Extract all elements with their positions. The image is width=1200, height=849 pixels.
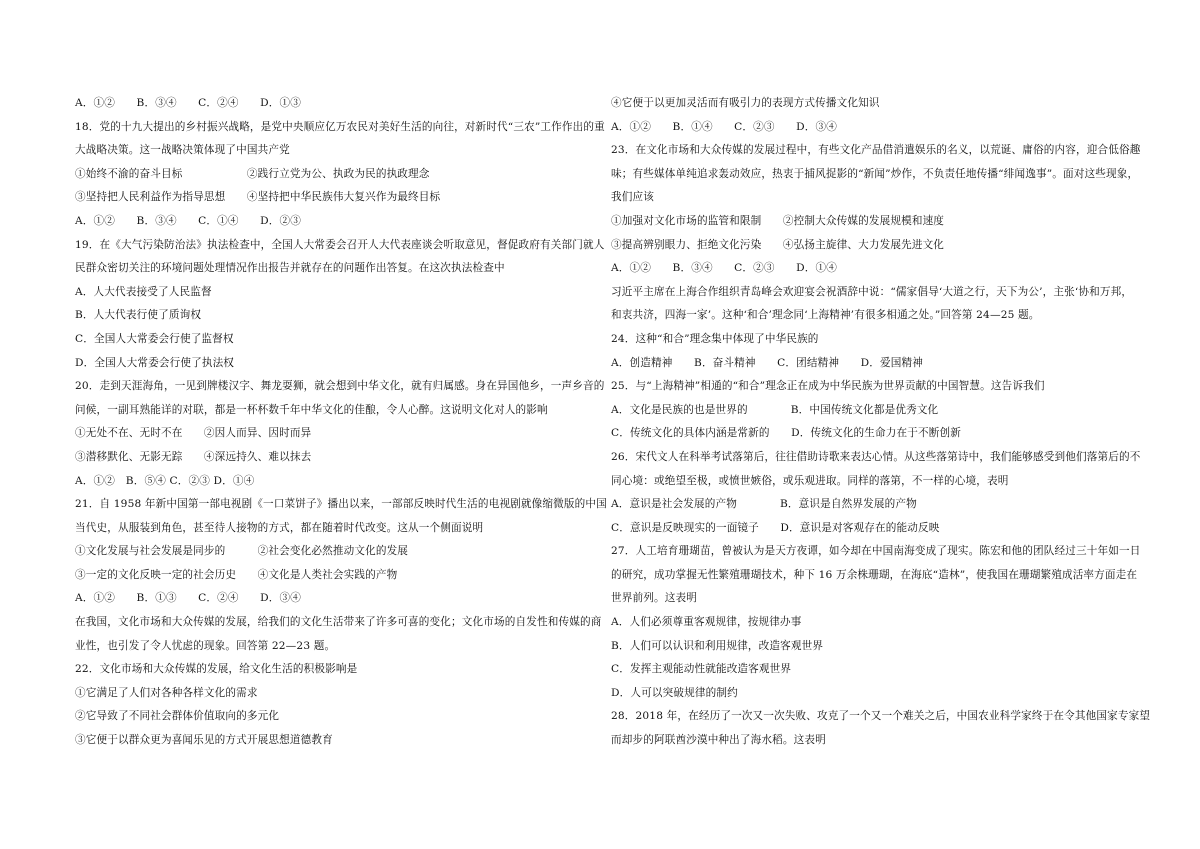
text-line: A．①② B．③④ C．②③ D．①④ <box>611 262 838 275</box>
text-line: A．创造精神 B．奋斗精神 C．团结精神 D．爱国精神 <box>611 356 923 369</box>
text-line: A．①② B．③④ C．②④ D．①③ <box>75 97 302 109</box>
text-line: 业性，也引发了令人忧虑的现象。回答第 22—23 题。 <box>75 639 336 652</box>
text-line: 同心境：或绝望至极，或愤世嫉俗，或乐观进取。同样的落第，不一样的心境，表明 <box>611 474 1009 487</box>
text-line: B．人们可以认识和利用规律，改造客观世界 <box>611 639 824 652</box>
text-line: A．人们必须尊重客观规律，按规律办事 <box>611 616 802 629</box>
text-line: A．①② B．③④ C．①④ D．②③ <box>75 214 302 227</box>
text-line: 25．与“上海精神”相通的“和合”理念正在成为中华民族为世界贡献的中国智慧。这告诉我们 <box>611 380 1045 393</box>
text-line: 28．2018 年，在经历了一次又一次失败、攻克了一个又一个难关之后，中国农业科学家终于在令其他国家专家望 <box>611 710 1151 723</box>
text-line: A．①② B．⑤④ C．②③ D．①④ <box>75 474 255 487</box>
text-line: 20．走到天涯海角，一见到牌楼汉字、舞龙耍狮，就会想到中华文化，就有归属感。身在异国他乡，一声乡音的 <box>75 380 605 393</box>
text-line: 我们应该 <box>611 191 654 204</box>
left-column <box>75 92 605 753</box>
text-line: ②它导致了不同社会群体价值取向的多元化 <box>75 710 280 723</box>
text-line: 26．宋代文人在科举考试落第后，往往借助诗歌来表达心情。从这些落第诗中，我们能够感受到他们落第后的不 <box>611 450 1141 463</box>
text-line: 世界前列。这表明 <box>611 592 697 605</box>
text-line: ③提高辨别眼力、拒绝文化污染 ④弘扬主旋律、大力发展先进文化 <box>611 238 945 251</box>
text-line: 23．在文化市场和大众传媒的发展过程中，有些文化产品借消遣娱乐的名义，以荒诞、庸俗的内容，迎合低俗趣 <box>611 144 1141 157</box>
text-line: D．人可以突破规律的制约 <box>611 686 738 699</box>
text-line: A．①② B．①③ C．②④ D．③④ <box>75 592 302 605</box>
text-line: C．发挥主观能动性就能改造客观世界 <box>611 663 792 676</box>
text-line: ③坚持把人民利益作为指导思想 ④坚持把中华民族伟大复兴作为最终目标 <box>75 191 441 204</box>
text-line: 和衷共济，四海一家’。这种‘和合’理念同‘上海精神’有很多相通之处。”回答第 24—25 题。 <box>611 309 1040 322</box>
text-line: 民群众密切关注的环境问题处理情况作出报告并就存在的问题作出答复。在这次执法检查中 <box>75 262 505 275</box>
text-line: 19．在《大气污染防治法》执法检查中，全国人大常委会召开人大代表座谈会听取意见，督促政府有关部门就人 <box>75 238 605 251</box>
text-line: A．①② B．①④ C．②③ D．③④ <box>611 120 838 133</box>
text-line: 味；有些媒体单纯追求轰动效应，热衷于捕风捉影的“新闻”炒作，不负责任地传播“绯闻逸事”。面对这些现象， <box>611 167 1139 180</box>
text-line: 27．人工培育珊瑚苗，曾被认为是天方夜谭，如今却在中国南海变成了现实。陈宏和他的团队经过三十年如一日 <box>611 545 1141 558</box>
text-line: 习近平主席在上海合作组织青岛峰会欢迎宴会祝酒辞中说：“儒家倡导‘大道之行，天下为公’，主张‘协和万邦， <box>611 285 1133 298</box>
text-line: ④它便于以更加灵活而有吸引力的表现方式传播文化知识 <box>611 97 880 109</box>
text-line: ①始终不渝的奋斗目标 ②践行立党为公、执政为民的执政理念 <box>75 167 430 180</box>
text-line: D．全国人大常委会行使了执法权 <box>75 356 235 369</box>
text-line: ③潜移默化、无影无踪 ④深远持久、难以抹去 <box>75 450 312 463</box>
text-line: 22．文化市场和大众传媒的发展，给文化生活的积极影响是 <box>75 663 358 676</box>
text-line: 24．这种“和合”理念集中体现了中华民族的 <box>611 332 819 345</box>
text-line: C．意识是反映现实的一面镜子 D．意识是对客观存在的能动反映 <box>611 521 940 534</box>
text-line: A．意识是社会发展的产物 B．意识是自然界发展的产物 <box>611 498 917 511</box>
text-line: A．文化是民族的也是世界的 B．中国传统文化都是优秀文化 <box>611 403 939 416</box>
text-line: 问候，一副耳熟能详的对联，都是一杯杯数千年中华文化的佳酿，令人心醉。这说明文化对人的影响 <box>75 403 548 416</box>
text-line: 大战略决策。这一战略决策体现了中国共产党 <box>75 144 290 157</box>
text-line: ③一定的文化反映一定的社会历史 ④文化是人类社会实践的产物 <box>75 568 398 581</box>
text-line: ①无处不在、无时不在 ②因人而异、因时而异 <box>75 427 312 440</box>
text-line: C．传统文化的具体内涵是常新的 D．传统文化的生命力在于不断创新 <box>611 427 961 440</box>
text-line: C．全国人大常委会行使了监督权 <box>75 332 234 345</box>
text-line: 当代史，从服装到角色，甚至待人接物的方式，都在随着时代改变。这从一个侧面说明 <box>75 521 484 534</box>
text-line: 在我国，文化市场和大众传媒的发展，给我们的文化生活带来了许多可喜的变化；文化市场的自发性和传媒的商 <box>75 616 602 629</box>
text-line: 的研究，成功掌握无性繁殖珊瑚技术，种下 16 万余株珊瑚，在海底“造林”，使我国在珊瑚繁殖成活率方面走在 <box>611 568 1138 581</box>
text-line: 21．自 1958 年新中国第一部电视剧《一口菜饼子》播出以来，一部部反映时代生活的电视剧就像缩微版的中国 <box>75 498 607 511</box>
text-line: ①加强对文化市场的监管和限制 ②控制大众传媒的发展规模和速度 <box>611 214 945 227</box>
text-line: ①它满足了人们对各种各样文化的需求 <box>75 686 258 699</box>
text-line: ③它便于以群众更为喜闻乐见的方式开展思想道德教育 <box>75 734 333 747</box>
text-line: B．人大代表行使了质询权 <box>75 309 202 322</box>
text-line: 而却步的阿联酋沙漠中种出了海水稻。这表明 <box>611 734 826 747</box>
text-line: 18．党的十九大提出的乡村振兴战略，是党中央顺应亿万农民对美好生活的向往，对新时代“三农”工作作出的重 <box>75 120 605 133</box>
text-line: ①文化发展与社会发展是同步的 ②社会变化必然推动文化的发展 <box>75 545 409 558</box>
text-line: A．人大代表接受了人民监督 <box>75 285 212 298</box>
right-column <box>611 92 1151 753</box>
